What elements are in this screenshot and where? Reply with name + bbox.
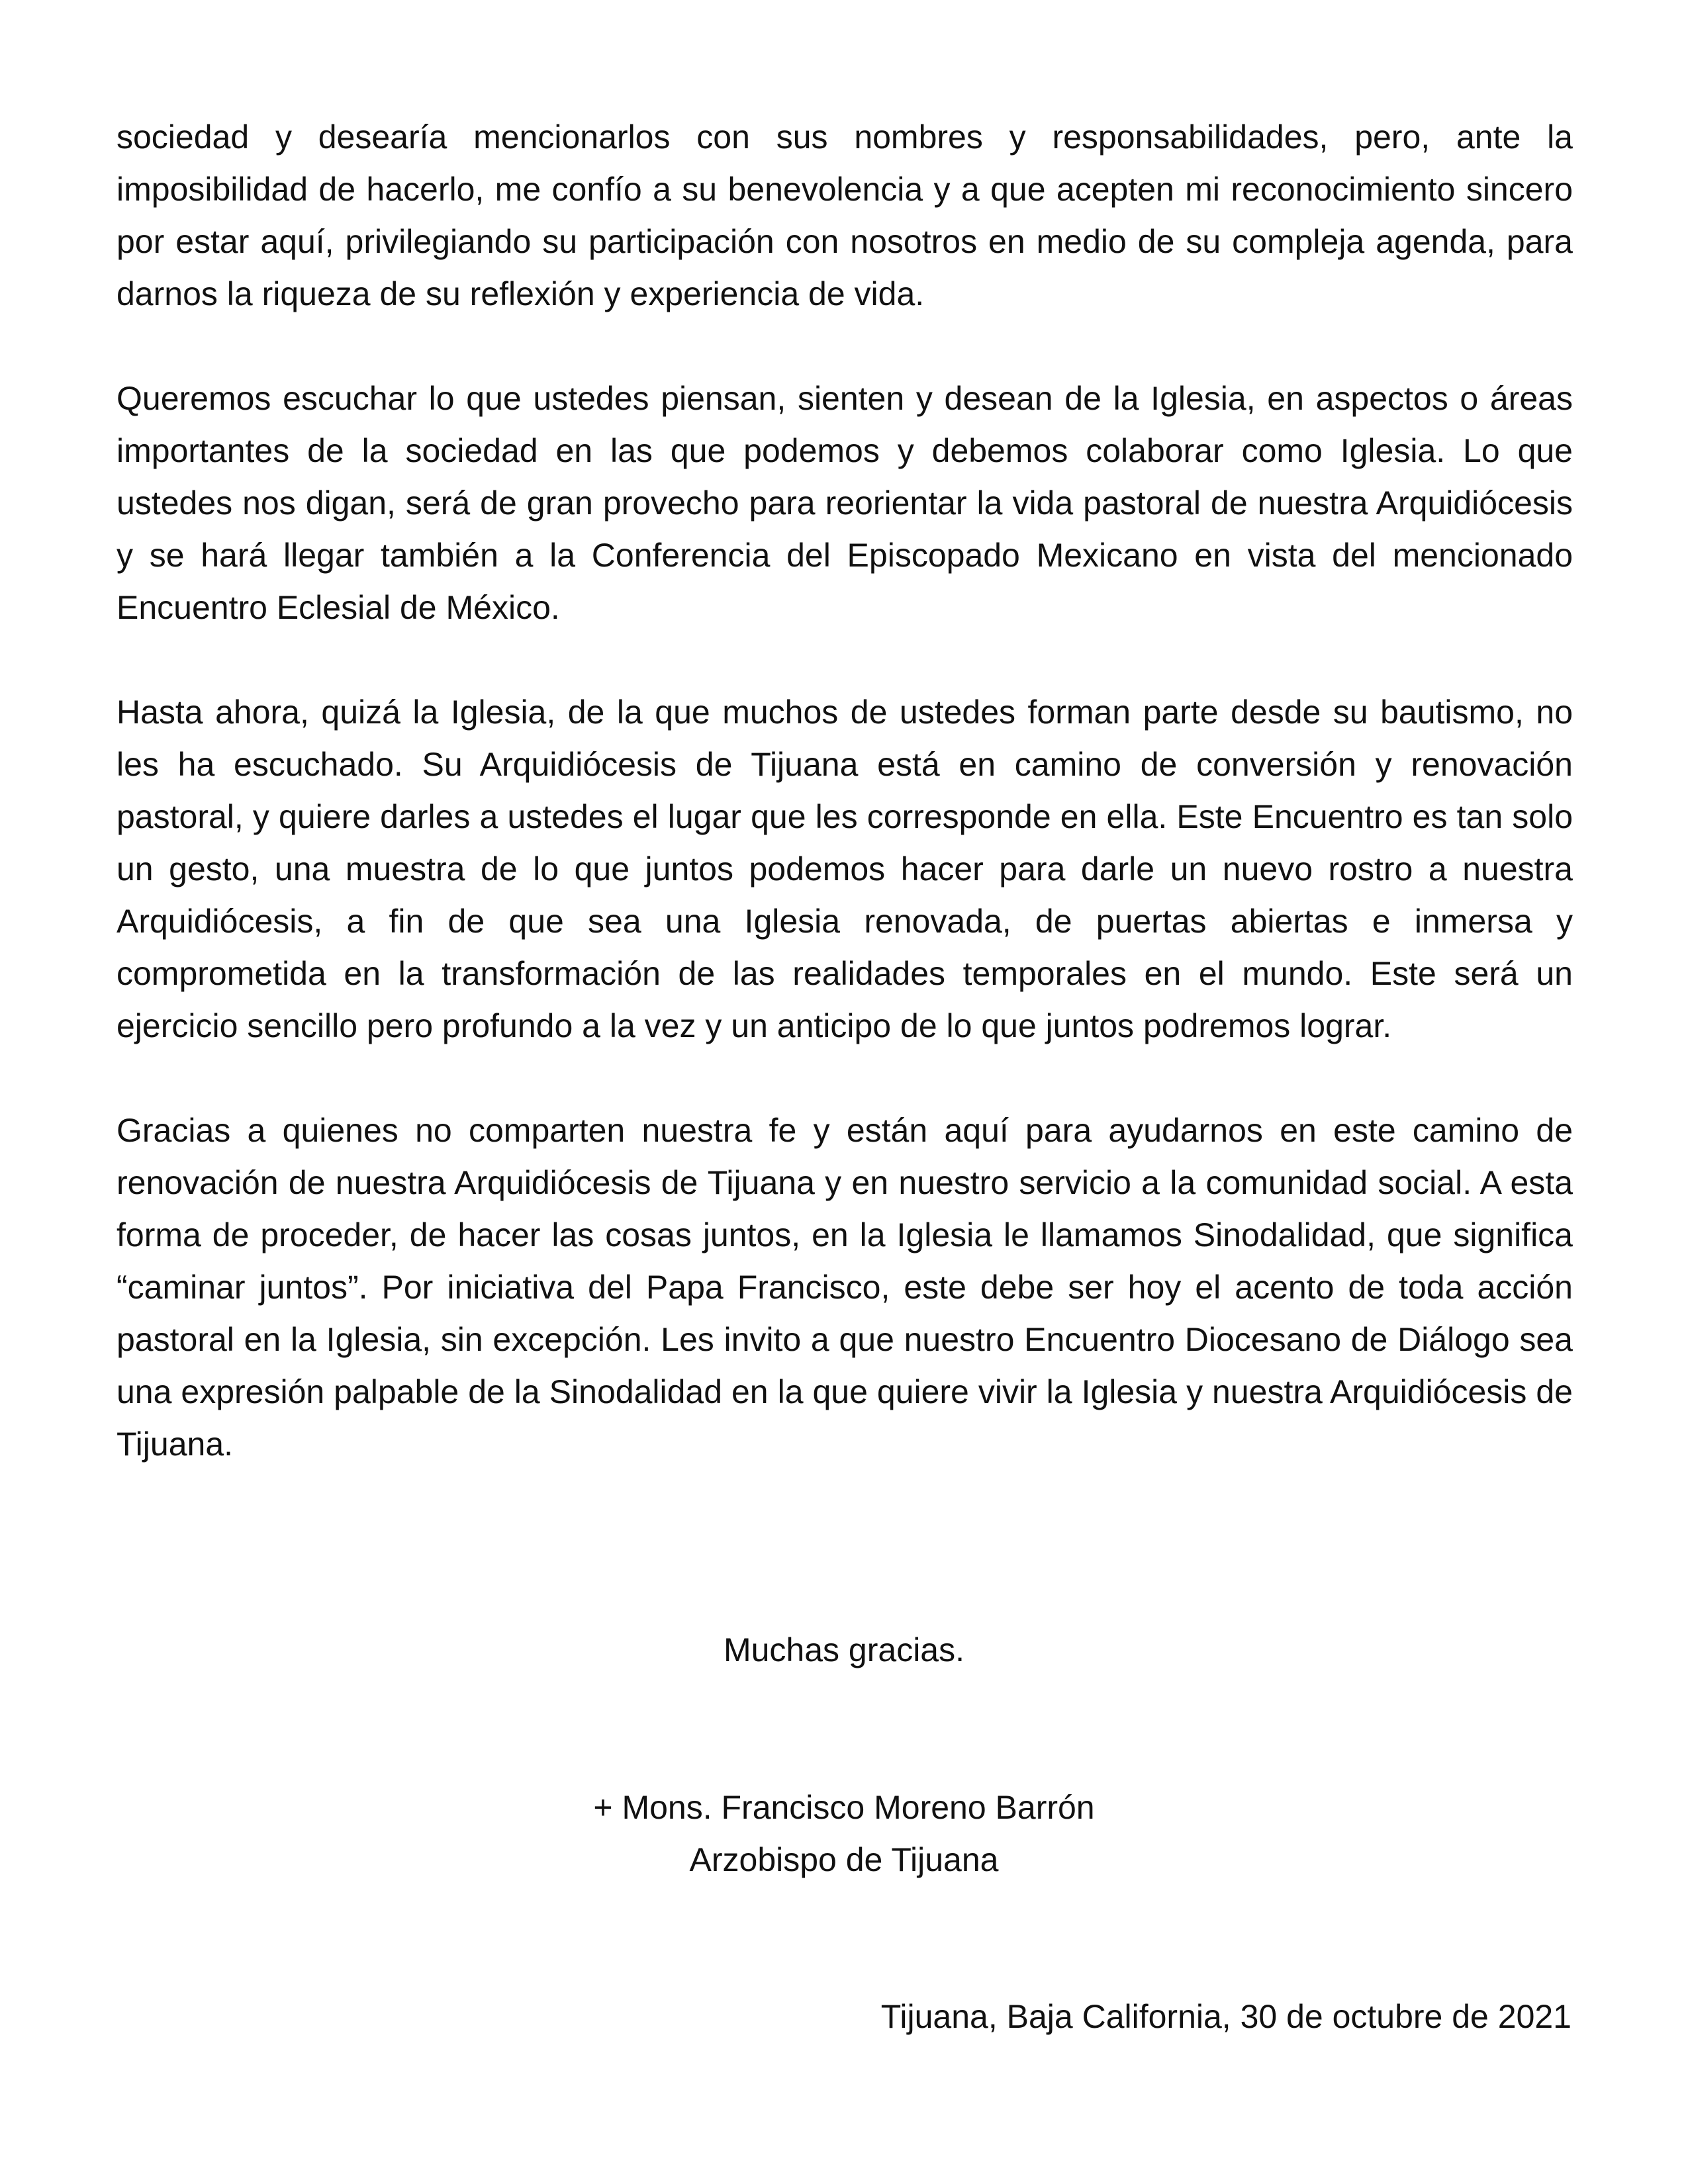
place-and-date: Tijuana, Baja California, 30 de octubre de 2021 xyxy=(880,1998,1571,2035)
signature-block xyxy=(0,1782,1688,1886)
paragraph-3: Hasta ahora, quizá la Iglesia, de la que muchos de ustedes forman parte desde su bautismo, no les ha escuchado. Su Arquidiócesis de Tijuana está en camino de conversión y renovación pastoral, y quiere darles a ustedes el lugar que les corresponde en ella. Este Encuentro es tan solo un gesto, una muestra de lo que juntos podemos hacer para darle un nuevo rostro a nuestra Arquidiócesis, a fin de que sea una Iglesia renovada, de puertas abiertas e inmersa y comprometida en la transformación de las realidades temporales en el mundo. Este será un ejercicio sencillo pero profundo a la vez y un anticipo de lo que juntos podremos lograr. xyxy=(117,694,1573,1044)
paragraph-1: sociedad y desearía mencionarlos con sus nombres y responsabilidades, pero, ante la imposibilidad de hacerlo, me confío a su benevolencia y a que acepten mi reconocimiento sincero por estar aquí, privilegiando su participación con nosotros en medio de su compleja agenda, para darnos la riqueza de su reflexión y experiencia de vida. xyxy=(117,118,1573,312)
letter-body xyxy=(117,111,1573,1523)
signature-title: Arzobispo de Tijuana xyxy=(689,1841,999,1878)
closing-line: Muchas gracias. xyxy=(723,1631,965,1668)
paragraph-4: Gracias a quienes no comparten nuestra fe y están aquí para ayudarnos en este camino de renovación de nuestra Arquidiócesis de Tijuana y en nuestro servicio a la comunidad social. A esta forma de proceder, de hacer las cosas juntos, en la Iglesia le llamamos Sinodalidad, que significa “caminar juntos”. Por iniciativa del Papa Francisco, este debe ser hoy el acento de toda acción pastoral en la Iglesia, sin excepción. Les invito a que nuestro Encuentro Diocesano de Diálogo sea una expresión palpable de la Sinodalidad en la que quiere vivir la Iglesia y nuestra Arquidiócesis de Tijuana. xyxy=(117,1112,1573,1463)
signature-name: + Mons. Francisco Moreno Barrón xyxy=(593,1789,1095,1826)
paragraph-2: Queremos escuchar lo que ustedes piensan, sienten y desean de la Iglesia, en aspectos o áreas importantes de la sociedad en las que podemos y debemos colaborar como Iglesia. Lo que ustedes nos digan, será de gran provecho para reorientar la vida pastoral de nuestra Arquidiócesis y se hará llegar también a la Conferencia del Episcopado Mexicano en vista del mencionado Encuentro Eclesial de México. xyxy=(117,380,1573,626)
